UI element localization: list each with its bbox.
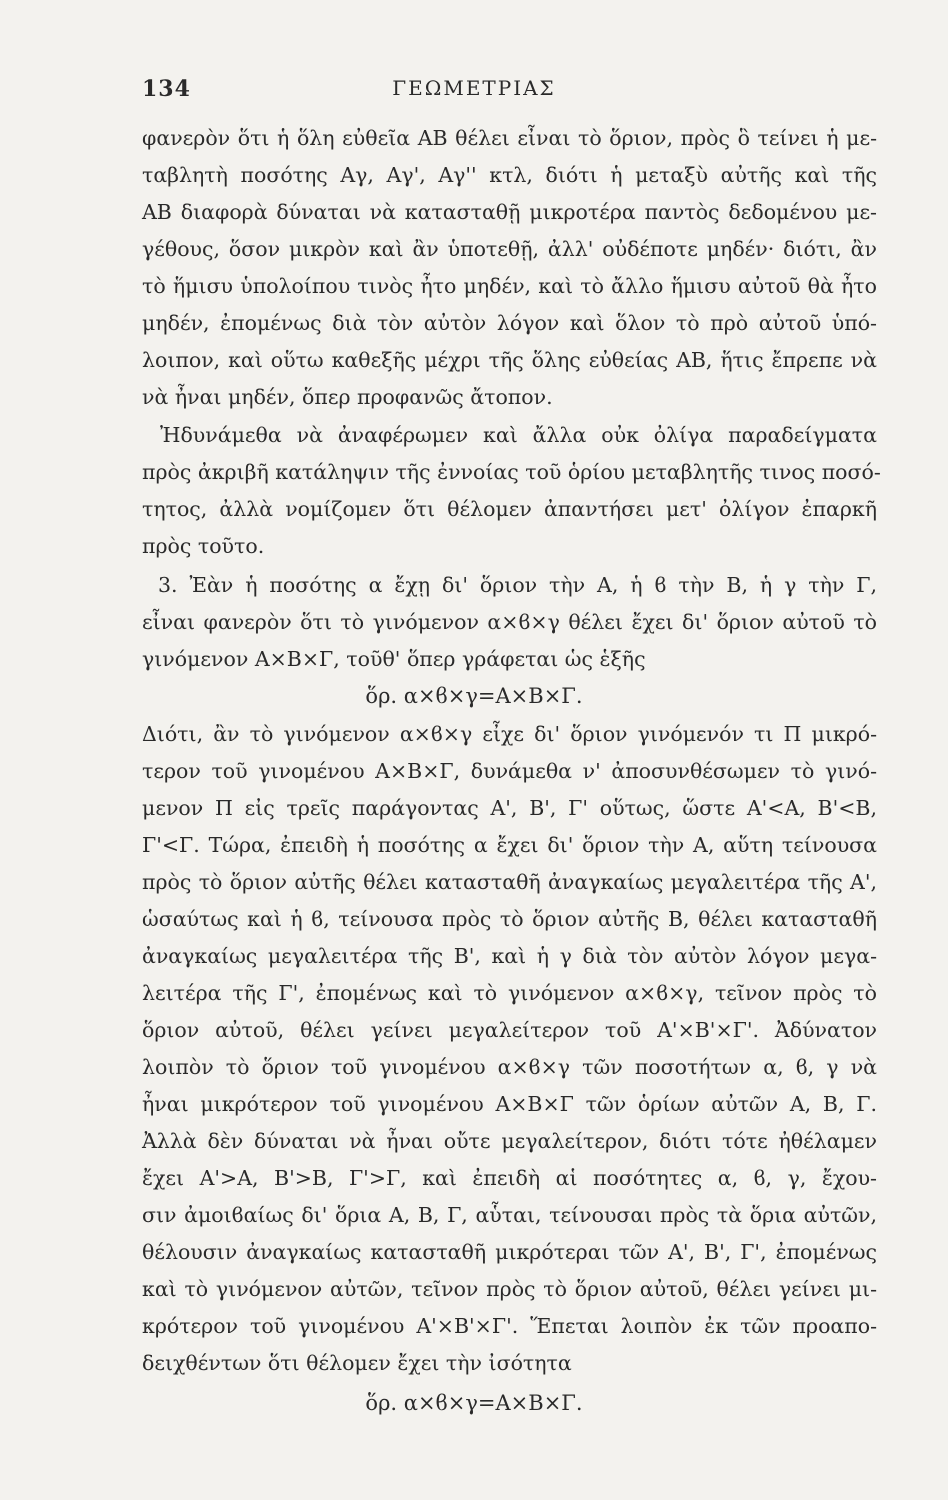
text-line: καὶ τὸ γινόμενον αὐτῶν, τεῖνον πρὸς τὸ ὅριον αὐτοῦ, θέλει γείνει μι- bbox=[142, 1277, 877, 1301]
text-line: μενον Π εἰς τρεῖς παράγοντας Α', Β', Γ' οὕτως, ὥστε Α'<Α, Β'<Β, bbox=[142, 796, 877, 820]
text-line: πρὸς τοῦτο. bbox=[142, 534, 265, 558]
text-line: σιν ἀμοιϐαίως δι' ὅρια Α, Β, Γ, αὗται, τείνουσαι πρὸς τὰ ὅρια αὐτῶν, bbox=[142, 1203, 877, 1227]
page-number: 134 bbox=[142, 76, 191, 102]
text-line: ΑΒ διαφορὰ δύναται νὰ κατασταθῇ μικροτέρα παντὸς δεδομένου με- bbox=[142, 200, 877, 224]
text-line: ὡσαύτως καὶ ἡ ϐ, τείνουσα πρὸς τὸ ὅριον αὐτῆς Β, θέλει κατασταθῆ bbox=[142, 907, 877, 931]
text-line: γινόμενον Α×Β×Γ, τοῦθ' ὅπερ γράφεται ὡς ἑξῆς bbox=[142, 647, 646, 671]
text-line: μηδέν, ἐπομένως διὰ τὸν αὐτὸν λόγον καὶ ὅλον τὸ πρὸ αὐτοῦ ὑπό- bbox=[142, 311, 877, 335]
text-line: Ἀλλὰ δὲν δύναται νὰ ἦναι οὔτε μεγαλείτερον, διότι τότε ἠθέλαμεν bbox=[142, 1129, 877, 1153]
text-line: ταβλητὴ ποσότης Αγ, Αγ', Αγ'' κτλ, διότι ἡ μεταξὺ αὐτῆς καὶ τῆς bbox=[142, 163, 877, 187]
text-line: νὰ ἦναι μηδέν, ὅπερ προφανῶς ἄτοπον. bbox=[142, 385, 553, 409]
text-line: Διότι, ἂν τὸ γινόμενον α×ϐ×γ εἶχε δι' ὅριον γινόμενόν τι Π μικρό- bbox=[142, 722, 877, 746]
text-line: φανερὸν ὅτι ἡ ὅλη εὐθεῖα ΑΒ θέλει εἶναι τὸ ὅριον, πρὸς ὃ τείνει ἡ με- bbox=[142, 126, 877, 150]
text-line: ἦναι μικρότερον τοῦ γινομένου Α×Β×Γ τῶν ὁρίων αὐτῶν Α, Β, Γ. bbox=[142, 1092, 877, 1116]
text-line: Γ'<Γ. Τώρα, ἐπειδὴ ἡ ποσότης α ἔχει δι' ὅριον τὴν Α, αὕτη τείνουσα bbox=[142, 833, 877, 857]
text-line: λοιπον, καὶ οὕτω καθεξῆς μέχρι τῆς ὅλης εὐθείας ΑΒ, ἥτις ἔπρεπε νὰ bbox=[142, 348, 877, 372]
text-line: λοιπὸν τὸ ὅριον τοῦ γινομένου α×ϐ×γ τῶν ποσοτήτων α, ϐ, γ νὰ bbox=[142, 1055, 877, 1079]
text-line: ἀναγκαίως μεγαλειτέρα τῆς Β', καὶ ἡ γ διὰ τὸν αὐτὸν λόγον μεγα- bbox=[142, 944, 877, 968]
section-3-start: 3. Ἐὰν ἡ ποσότης α ἔχῃ δι' ὅριον τὴν Α, ἡ ϐ τὴν Β, ἡ γ τὴν Γ, bbox=[158, 573, 877, 597]
text-line: λειτέρα τῆς Γ', ἐπομένως καὶ τὸ γινόμενον α×ϐ×γ, τεῖνον πρὸς τὸ bbox=[142, 981, 877, 1005]
text-line: τερον τοῦ γινομένου Α×Β×Γ, δυνάμεθα ν' ἀποσυνθέσωμεν τὸ γινό- bbox=[142, 759, 877, 783]
text-line: τητος, ἀλλὰ νομίζομεν ὅτι θέλομεν ἀπαντήσει μετ' ὀλίγον ἐπαρκῆ bbox=[142, 497, 877, 521]
formula-limit-product-conclusion: ὅρ. α×ϐ×γ=Α×Β×Γ. bbox=[365, 1391, 583, 1415]
text-line: πρὸς ἀκριβῆ κατάληψιν τῆς ἐννοίας τοῦ ὁρίου μεταβλητῆς τινος ποσό- bbox=[142, 460, 881, 484]
text-line: ὅριον αὐτοῦ, θέλει γείνει μεγαλείτερον τοῦ Α'×Β'×Γ'. Ἀδύνατον bbox=[142, 1018, 877, 1042]
text-line: εἶναι φανερὸν ὅτι τὸ γινόμενον α×ϐ×γ θέλει ἔχει δι' ὅριον αὐτοῦ τὸ bbox=[142, 610, 877, 634]
text-line: δειχθέντων ὅτι θέλομεν ἔχει τὴν ἰσότητα bbox=[142, 1351, 572, 1375]
text-line: κρότερον τοῦ γινομένου Α'×Β'×Γ'. Ἕπεται λοιπὸν ἐκ τῶν προαπο- bbox=[142, 1314, 877, 1338]
formula-limit-product: ὅρ. α×ϐ×γ=Α×Β×Γ. bbox=[365, 684, 583, 708]
running-title: ΓΕΩΜΕΤΡΙΑΣ bbox=[392, 76, 556, 100]
text-line: τὸ ἥμισυ ὑπολοίπου τινὸς ἦτο μηδέν, καὶ τὸ ἄλλο ἥμισυ αὐτοῦ θὰ ἦτο bbox=[142, 274, 877, 298]
text-line: ἔχει Α'>Α, Β'>Β, Γ'>Γ, καὶ ἐπειδὴ αἱ ποσότητες α, ϐ, γ, ἔχου- bbox=[142, 1166, 877, 1190]
text-line: πρὸς τὸ ὅριον αὐτῆς θέλει κατασταθῆ ἀναγκαίως μεγαλειτέρα τῆς Α', bbox=[142, 870, 877, 894]
text-line: θέλουσιν ἀναγκαίως κατασταθῆ μικρότεραι τῶν Α', Β', Γ', ἐπομένως bbox=[142, 1240, 877, 1264]
paragraph-start: Ἠδυνάμεθα νὰ ἀναφέρωμεν καὶ ἄλλα οὐκ ὀλίγα παραδείγματα bbox=[160, 423, 877, 447]
text-line: γέθους, ὅσον μικρὸν καὶ ἂν ὑποτεθῇ, ἀλλ' οὐδέποτε μηδέν· διότι, ἂν bbox=[142, 237, 877, 261]
